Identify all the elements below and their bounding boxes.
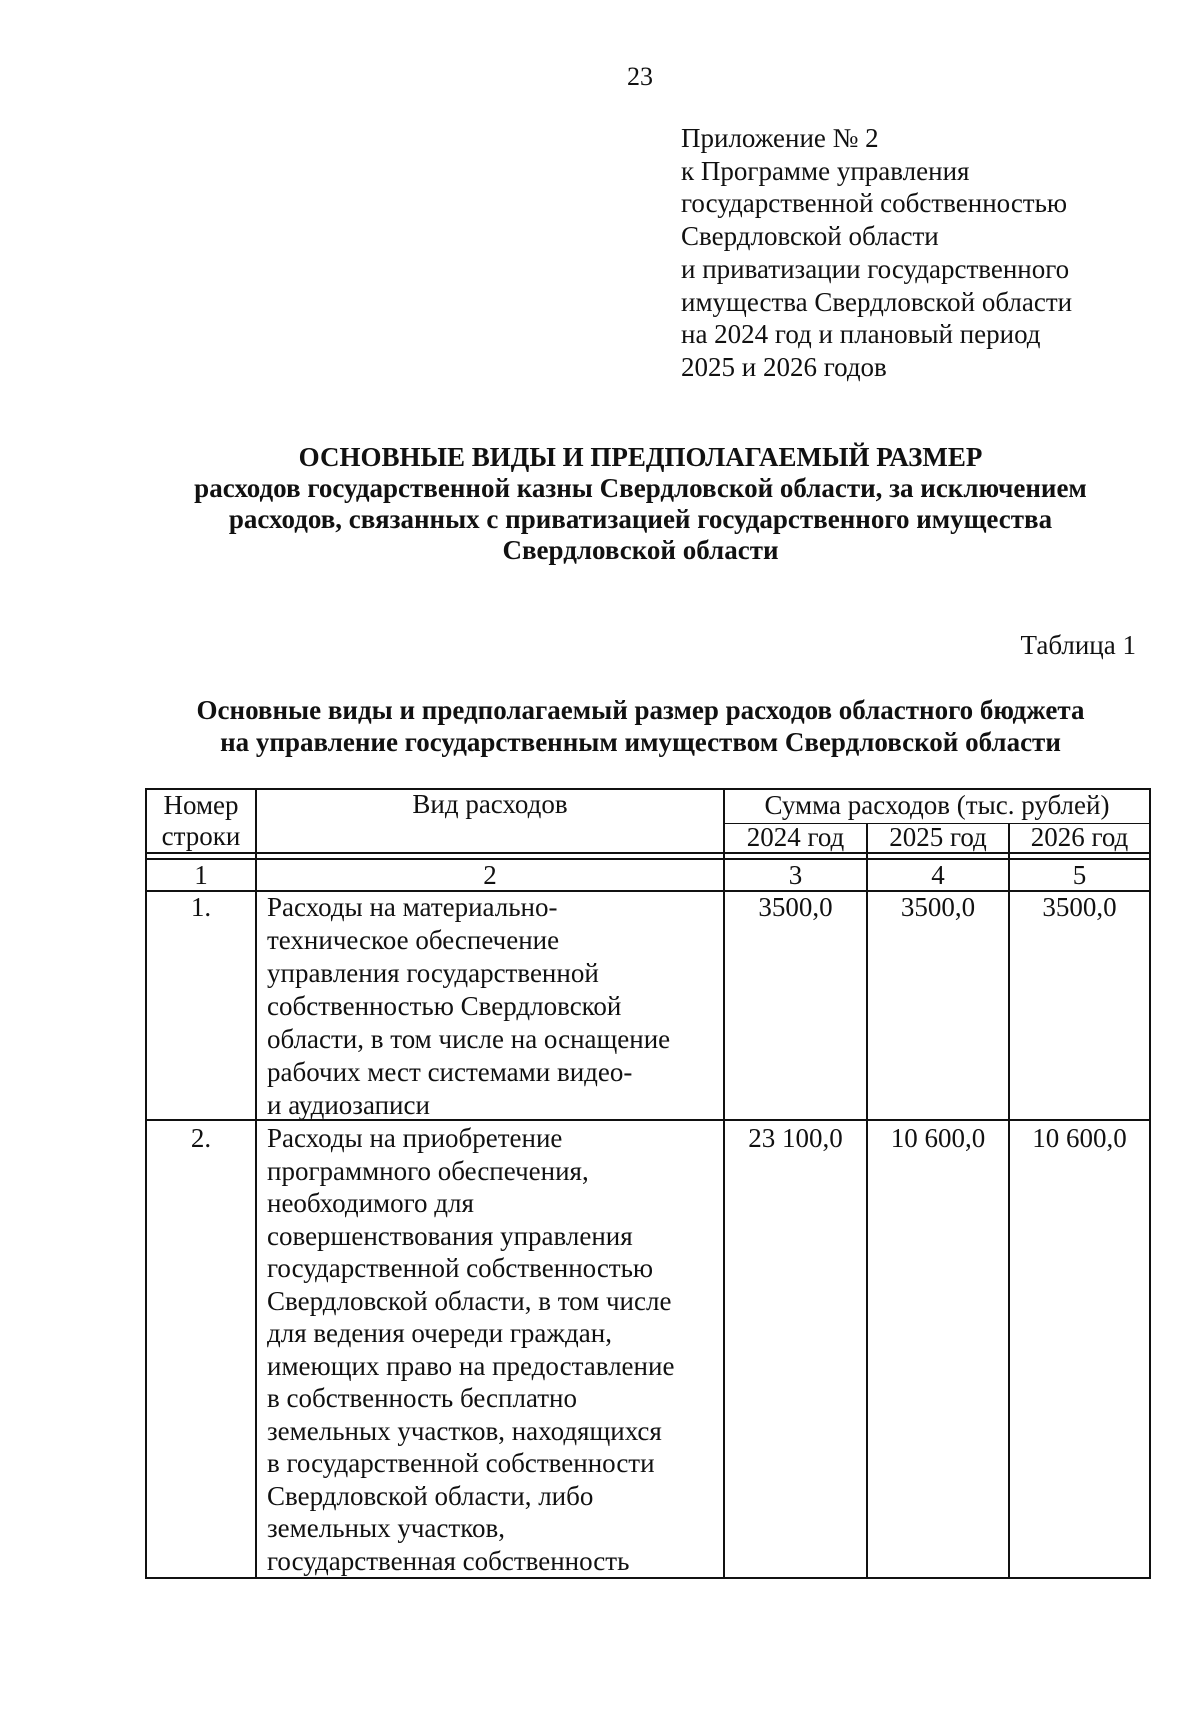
- main-title-line: Свердловской области: [502, 535, 779, 565]
- value-2024: 23 100,0: [748, 1123, 843, 1153]
- description-line: Свердловской области, либо: [267, 1480, 594, 1511]
- description-line: техническое обеспечение: [267, 925, 560, 955]
- column-number: 3: [788, 860, 803, 890]
- table-title: [118, 694, 1163, 758]
- appendix-line: Приложение № 2: [681, 123, 879, 153]
- table-border-right: [1149, 788, 1151, 1579]
- appendix-line: имущества Свердловской области: [681, 286, 1073, 317]
- column-number: 5: [1072, 860, 1087, 890]
- description-line: программного обеспечения,: [267, 1155, 589, 1186]
- header-row-number-line: Номер: [163, 790, 239, 820]
- appendix-line: 2025 и 2026 годов: [681, 351, 887, 382]
- appendix-line: к Программе управления: [681, 155, 970, 186]
- table-title-line: на управление государственным имуществом Свердловской области: [220, 727, 1061, 757]
- appendix-line: на 2024 год и плановый период: [681, 319, 1041, 350]
- header-year-2026: 2026 год: [1030, 822, 1129, 852]
- value-2026: 10 600,0: [1032, 1123, 1127, 1153]
- description-line: Свердловской области, в том числе: [267, 1285, 672, 1316]
- header-year-2024: 2024 год: [746, 822, 845, 852]
- main-title: [118, 442, 1163, 566]
- description-line: для ведения очереди граждан,: [267, 1318, 612, 1348]
- description-line: совершенствования управления: [267, 1220, 633, 1251]
- row-description: [267, 891, 723, 1122]
- appendix-line: и приватизации государственного: [681, 253, 1070, 284]
- description-line: государственной собственностью: [267, 1253, 654, 1283]
- main-title-line: расходов, связанных с приватизацией государственного имущества: [228, 504, 1053, 534]
- column-number: 2: [483, 860, 497, 890]
- table-caption: Таблица 1: [1020, 630, 1136, 660]
- header-row-number-line: строки: [161, 821, 241, 851]
- header-year-2025: 2025 год: [889, 822, 987, 852]
- page-number: 23: [627, 62, 653, 91]
- description-line: собственностью Свердловской: [267, 991, 622, 1021]
- column-divider: [255, 788, 257, 1579]
- description-line: и аудиозаписи: [267, 1090, 430, 1120]
- description-line: необходимого для: [267, 1188, 474, 1218]
- main-title-line: ОСНОВНЫЕ ВИДЫ И ПРЕДПОЛАГАЕМЫЙ РАЗМЕР: [298, 442, 983, 472]
- description-line: Расходы на материально-: [267, 892, 558, 922]
- description-line: управления государственной: [267, 958, 599, 988]
- description-line: земельных участков, находящихся: [267, 1415, 662, 1446]
- value-2025: 10 600,0: [890, 1123, 986, 1153]
- column-number: 4: [931, 860, 945, 890]
- header-row-number: [147, 790, 255, 852]
- description-line: области, в том числе на оснащение: [267, 1024, 671, 1054]
- description-line: в государственной собственности: [267, 1448, 655, 1478]
- description-line: Расходы на приобретение: [267, 1123, 563, 1153]
- description-line: имеющих право на предоставление: [267, 1350, 675, 1381]
- description-line: земельных участков,: [267, 1513, 505, 1543]
- column-divider: [1008, 823, 1010, 1579]
- appendix-block: [681, 122, 1072, 384]
- description-line: государственная собственность: [267, 1545, 630, 1576]
- appendix-line: государственной собственностью: [681, 188, 1068, 219]
- header-expense-type: Вид расходов: [412, 789, 568, 819]
- expenses-table: [145, 788, 1151, 1579]
- value-2026: 3500,0: [1042, 892, 1117, 922]
- value-2024: 3500,0: [758, 892, 833, 922]
- description-line: рабочих мест системами видео-: [267, 1057, 633, 1087]
- table-border-bottom: [145, 1577, 1151, 1579]
- row-number: 1.: [190, 892, 212, 922]
- main-title-line: расходов государственной казны Свердловской области, за исключением: [194, 473, 1087, 503]
- description-line: в собственность бесплатно: [267, 1383, 577, 1413]
- value-2025: 3500,0: [900, 892, 976, 922]
- row-number: 2.: [190, 1123, 212, 1153]
- table-title-line: Основные виды и предполагаемый размер расходов областного бюджета: [196, 695, 1085, 725]
- row-description: [267, 1122, 723, 1577]
- column-divider: [866, 823, 868, 1579]
- appendix-line: Свердловской области: [681, 221, 939, 252]
- header-sum-group: Сумма расходов (тыс. рублей): [764, 790, 1110, 820]
- column-number: 1: [194, 860, 208, 890]
